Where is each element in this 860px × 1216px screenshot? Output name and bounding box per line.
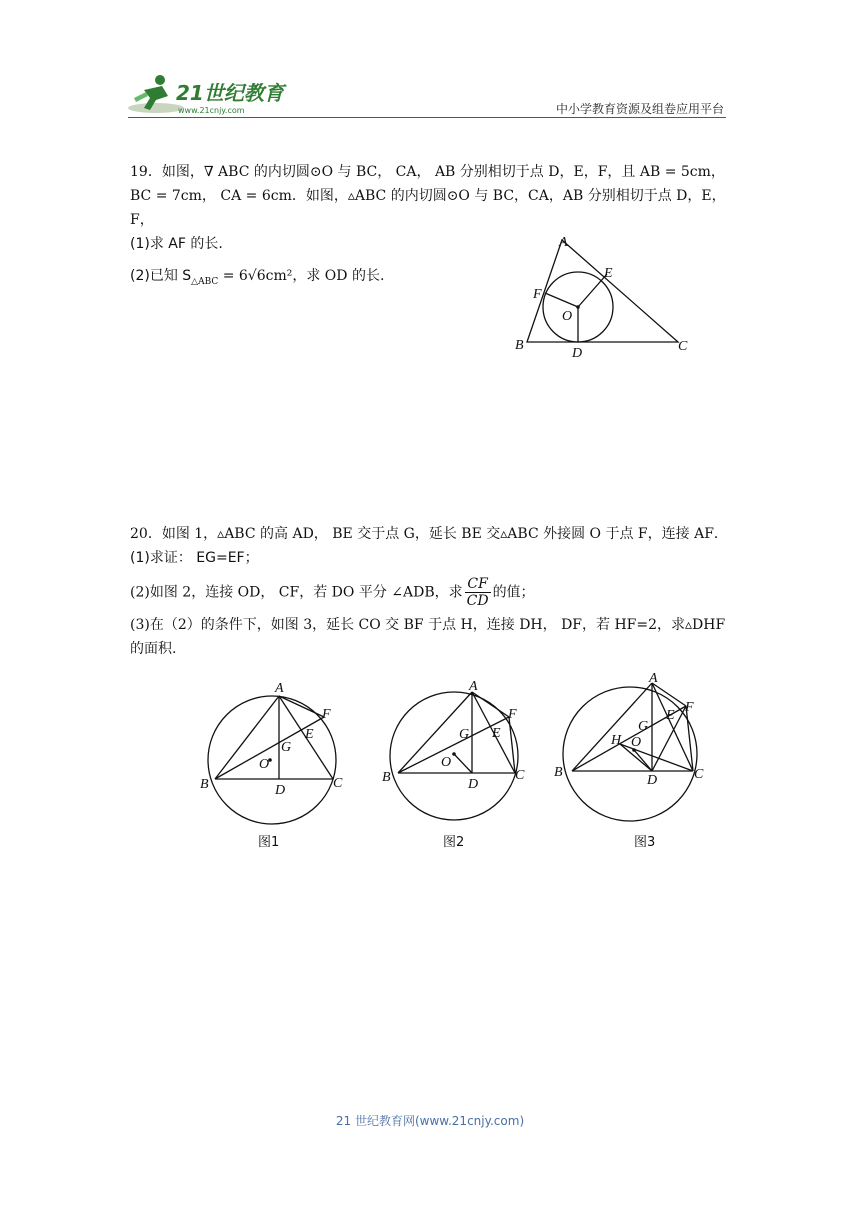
footer-link[interactable]: 21 世纪教育网(www.21cnjy.com) (335, 1114, 525, 1128)
circumcircle (208, 696, 336, 824)
logo-url: www.21cnjy.com (178, 106, 245, 115)
fig1-b: B (200, 777, 209, 792)
fig1-a: A (275, 681, 284, 696)
fig1-d: D (275, 783, 286, 798)
q20-part1: (1)求证： EG=EF； (130, 550, 259, 566)
q20-part3-line2: 的面积. (130, 641, 177, 657)
fig1-c: C (333, 776, 343, 791)
label-a: A (559, 235, 568, 250)
site-logo (122, 70, 292, 118)
header-divider (128, 117, 726, 118)
fig2-b: B (382, 770, 391, 785)
fig2-o: O (441, 755, 452, 770)
q19-line1: 19．如图，∇ ABC 的内切圆⊙O 与 BC， CA， AB 分别相切于点 D，E，F，且 AB = 5cm， (130, 164, 725, 180)
fig3-g: G (638, 719, 649, 734)
figure-19 (505, 228, 705, 360)
fig3-c: C (694, 767, 704, 782)
q19-line2: BC = 7cm， CA = 6cm．如图，▵ABC 的内切圆⊙O 与 BC，CA，AB 分别相切于点 D，E，F， (130, 188, 726, 228)
figure-20-2 (377, 672, 537, 858)
fig2-d: D (468, 777, 479, 792)
q19-part2: (2)已知 $S_{\triangle ABC} = 6√6cm^2$，求 OD 的长. (130, 268, 385, 287)
q19-part1: (1)求 AF 的长. (130, 236, 223, 252)
fig1-f: F (322, 707, 331, 722)
radius-of (545, 293, 578, 307)
label-f: F (533, 287, 542, 302)
fig2-c: C (515, 768, 525, 783)
fig3-o: O (631, 735, 642, 750)
platform-label: 中小学教育资源及组卷应用平台 (555, 102, 724, 116)
fig3-d: D (647, 773, 658, 788)
question-20 (130, 522, 740, 661)
figure-20-3 (550, 668, 720, 858)
label-d: D (572, 346, 583, 360)
q20-part3-line1: (3)在（2）的条件下，如图 3，延长 CO 交 BF 于点 H，连接 DH， DF，若 HF=2，求▵DHF (130, 617, 726, 633)
fig1-caption: 图1 (258, 835, 280, 850)
label-o: O (562, 309, 573, 324)
q20-line1: 20．如图 1，▵ABC 的高 AD， BE 交于点 G，延长 BE 交▵ABC 外接圆 O 于点 F，连接 AF． (130, 526, 728, 542)
fig1-g: G (281, 740, 292, 755)
fig2-f: F (508, 707, 517, 722)
fig3-f: F (685, 700, 694, 715)
fig1-o: O (259, 757, 270, 772)
figure-20-1 (195, 678, 355, 858)
logo-text: 21世纪教育 (176, 81, 284, 105)
fig2-caption: 图2 (443, 835, 465, 850)
fraction-cf-cd: $\frac{CF}{CD}$ (466, 576, 489, 609)
fig3-h: H (611, 733, 622, 748)
label-b: B (515, 338, 524, 353)
label-c: C (678, 339, 688, 354)
fig3-e: E (666, 708, 675, 723)
q20-part2: (2)如图 2，连接 OD， CF，若 DO 平分 ∠ADB，求 $\frac{CF}{CD}$ 的值； (130, 576, 535, 609)
fig3-b: B (554, 765, 563, 780)
fig1-e: E (305, 727, 314, 742)
fig2-e: E (492, 726, 501, 741)
fig3-caption: 图3 (634, 835, 656, 850)
fig2-g: G (459, 727, 470, 742)
label-e: E (604, 266, 613, 281)
radius-oe (578, 274, 607, 307)
fig2-a: A (469, 679, 478, 694)
fig3-a: A (649, 671, 658, 686)
